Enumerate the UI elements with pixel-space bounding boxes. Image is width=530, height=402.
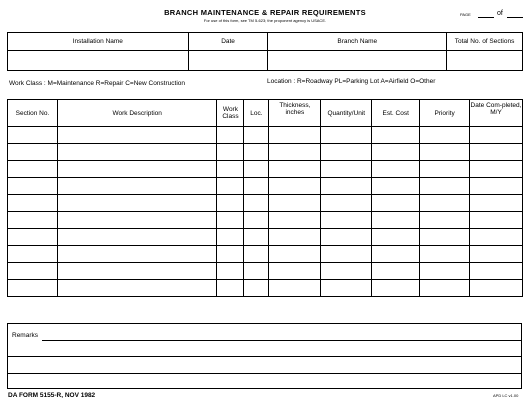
total-sections-header: Total No. of Sections <box>447 33 523 51</box>
date-completed-cell[interactable] <box>470 229 523 246</box>
est-cost-cell[interactable] <box>372 246 420 263</box>
priority-header: Priority <box>420 100 470 127</box>
location-cell[interactable] <box>244 263 269 280</box>
est-cost-cell[interactable] <box>372 178 420 195</box>
section-no-cell[interactable] <box>8 127 58 144</box>
location-cell[interactable] <box>244 229 269 246</box>
form-number: DA FORM 5155-R, NOV 1982 <box>8 392 96 399</box>
thickness-cell[interactable] <box>269 161 321 178</box>
section-no-cell[interactable] <box>8 229 58 246</box>
table-row <box>8 212 523 229</box>
work-description-cell[interactable] <box>57 144 217 161</box>
est-cost-cell[interactable] <box>372 195 420 212</box>
location-cell[interactable] <box>244 161 269 178</box>
remarks-field-line[interactable] <box>7 373 522 374</box>
table-row <box>8 229 523 246</box>
quantity-unit-cell[interactable] <box>321 280 372 297</box>
est-cost-cell[interactable] <box>372 263 420 280</box>
priority-cell[interactable] <box>420 229 470 246</box>
work-class-cell[interactable] <box>217 263 244 280</box>
work-class-cell[interactable] <box>217 229 244 246</box>
date-completed-cell[interactable] <box>470 212 523 229</box>
location-cell[interactable] <box>244 195 269 212</box>
work-class-cell[interactable] <box>217 246 244 263</box>
page-number-field[interactable] <box>478 17 494 18</box>
branch-name-field[interactable] <box>268 51 447 71</box>
work-description-cell[interactable] <box>57 161 217 178</box>
est-cost-cell[interactable] <box>372 229 420 246</box>
work-class-cell[interactable] <box>217 127 244 144</box>
date-completed-cell[interactable] <box>470 263 523 280</box>
thickness-cell[interactable] <box>269 178 321 195</box>
of-label: of <box>497 10 503 17</box>
date-completed-cell[interactable] <box>470 280 523 297</box>
table-row <box>8 263 523 280</box>
work-description-cell[interactable] <box>57 280 217 297</box>
form-title: BRANCH MAINTENANCE & REPAIR REQUIREMENTS <box>164 8 366 17</box>
table-row <box>8 161 523 178</box>
installation-name-header: Installation Name <box>8 33 189 51</box>
location-cell[interactable] <box>244 280 269 297</box>
table-row <box>8 144 523 161</box>
priority-cell[interactable] <box>420 127 470 144</box>
date-header: Date <box>188 33 268 51</box>
work-description-header: Work Description <box>57 100 217 127</box>
work-class-cell[interactable] <box>217 178 244 195</box>
work-class-header: Work Class <box>217 100 244 127</box>
quantity-unit-cell[interactable] <box>321 212 372 229</box>
quantity-unit-header: Quantity/Unit <box>321 100 372 127</box>
work-class-cell[interactable] <box>217 212 244 229</box>
thickness-header: Thickness, inches <box>269 100 321 127</box>
section-no-cell[interactable] <box>8 178 58 195</box>
thickness-cell[interactable] <box>269 280 321 297</box>
location-cell[interactable] <box>244 178 269 195</box>
est-cost-cell[interactable] <box>372 280 420 297</box>
quantity-unit-cell[interactable] <box>321 127 372 144</box>
date-completed-cell[interactable] <box>470 178 523 195</box>
section-no-cell[interactable] <box>8 161 58 178</box>
form-version: APD LC v1.00 <box>493 393 519 398</box>
quantity-unit-cell[interactable] <box>321 161 372 178</box>
priority-cell[interactable] <box>420 246 470 263</box>
table-row <box>8 246 523 263</box>
quantity-unit-cell[interactable] <box>321 144 372 161</box>
table-row <box>8 195 523 212</box>
form-subtitle: For use of this form, see TM 5-623; the proponent agency is USACE. <box>203 18 327 23</box>
priority-cell[interactable] <box>420 178 470 195</box>
work-class-legend: Work Class : M=Maintenance R=Repair C=New Construction <box>9 80 185 87</box>
location-cell[interactable] <box>244 127 269 144</box>
priority-cell[interactable] <box>420 280 470 297</box>
location-cell[interactable] <box>244 144 269 161</box>
thickness-cell[interactable] <box>269 127 321 144</box>
branch-name-header: Branch Name <box>268 33 447 51</box>
section-no-cell[interactable] <box>8 195 58 212</box>
date-completed-cell[interactable] <box>470 127 523 144</box>
quantity-unit-cell[interactable] <box>321 246 372 263</box>
date-completed-cell[interactable] <box>470 161 523 178</box>
work-description-cell[interactable] <box>57 178 217 195</box>
total-sections-field[interactable] <box>447 51 523 71</box>
quantity-unit-cell[interactable] <box>321 263 372 280</box>
priority-cell[interactable] <box>420 195 470 212</box>
summary-table <box>7 32 523 71</box>
est-cost-cell[interactable] <box>372 127 420 144</box>
table-row <box>8 178 523 195</box>
work-class-cell[interactable] <box>217 161 244 178</box>
date-completed-cell[interactable] <box>470 144 523 161</box>
location-cell[interactable] <box>244 212 269 229</box>
remarks-field-line[interactable] <box>7 356 522 357</box>
location-legend: Location : R=Roadway PL=Parking Lot A=Airfield O=Other <box>267 78 436 85</box>
quantity-unit-cell[interactable] <box>321 178 372 195</box>
thickness-cell[interactable] <box>269 212 321 229</box>
remarks-field-line[interactable] <box>42 340 522 341</box>
work-description-cell[interactable] <box>57 212 217 229</box>
section-no-cell[interactable] <box>8 280 58 297</box>
remarks-label: Remarks <box>12 332 39 339</box>
thickness-cell[interactable] <box>269 246 321 263</box>
quantity-unit-cell[interactable] <box>321 229 372 246</box>
est-cost-header: Est. Cost <box>372 100 420 127</box>
table-row <box>8 280 523 297</box>
page-label: PAGE <box>460 12 471 17</box>
date-field[interactable] <box>188 51 268 71</box>
location-cell[interactable] <box>244 246 269 263</box>
thickness-cell[interactable] <box>269 144 321 161</box>
location-header: Loc. <box>244 100 269 127</box>
work-table <box>7 99 523 297</box>
work-description-cell[interactable] <box>57 229 217 246</box>
priority-cell[interactable] <box>420 212 470 229</box>
work-description-cell[interactable] <box>57 127 217 144</box>
section-no-cell[interactable] <box>8 263 58 280</box>
est-cost-cell[interactable] <box>372 161 420 178</box>
section-no-cell[interactable] <box>8 246 58 263</box>
work-description-cell[interactable] <box>57 195 217 212</box>
date-completed-cell[interactable] <box>470 195 523 212</box>
section-no-cell[interactable] <box>8 144 58 161</box>
quantity-unit-cell[interactable] <box>321 195 372 212</box>
work-class-cell[interactable] <box>217 280 244 297</box>
section-no-cell[interactable] <box>8 212 58 229</box>
priority-cell[interactable] <box>420 161 470 178</box>
work-description-cell[interactable] <box>57 246 217 263</box>
total-pages-field[interactable] <box>507 17 523 18</box>
date-completed-header: Date Com-pleted, M/Y <box>470 100 523 127</box>
priority-cell[interactable] <box>420 144 470 161</box>
work-class-cell[interactable] <box>217 144 244 161</box>
section-no-header: Section No. <box>8 100 58 127</box>
est-cost-cell[interactable] <box>372 212 420 229</box>
thickness-cell[interactable] <box>269 195 321 212</box>
work-class-cell[interactable] <box>217 195 244 212</box>
table-row <box>8 127 523 144</box>
installation-name-field[interactable] <box>8 51 189 71</box>
date-completed-cell[interactable] <box>470 246 523 263</box>
thickness-cell[interactable] <box>269 229 321 246</box>
work-table-body <box>8 127 523 297</box>
thickness-cell[interactable] <box>269 263 321 280</box>
est-cost-cell[interactable] <box>372 144 420 161</box>
work-description-cell[interactable] <box>57 263 217 280</box>
priority-cell[interactable] <box>420 263 470 280</box>
